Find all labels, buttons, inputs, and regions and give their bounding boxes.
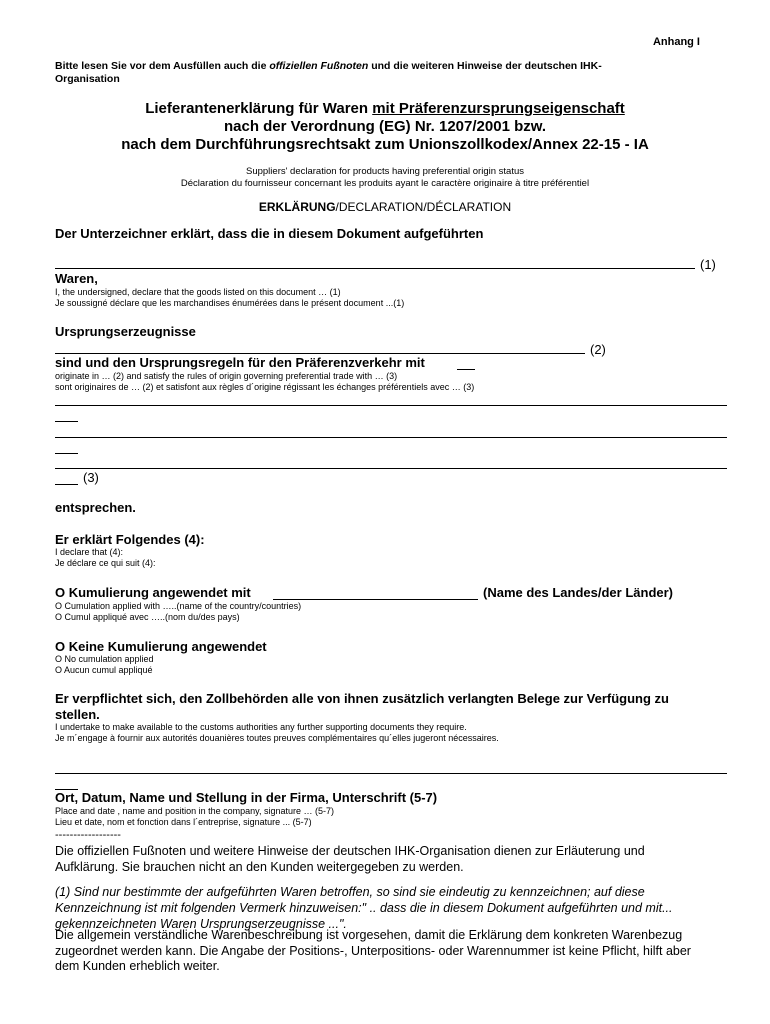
cum-country-line[interactable]	[273, 599, 478, 600]
undertake-l2: stellen.	[55, 707, 100, 722]
notes-p3-l3: dem Kunden erheblich weiter.	[55, 959, 220, 973]
countries-line-2b[interactable]	[55, 453, 78, 454]
s2-heading: Ursprungserzeugnisse	[55, 324, 196, 339]
notes-p2-l3: gekennzeichneten Waren Ursprungserzeugnisse ...".	[55, 917, 347, 931]
title-line3: nach dem Durchführungsrechtsakt zum Unionszollkodex/Annex 22-15 - IA	[121, 136, 649, 153]
s1-fr: Je soussigné déclare que les marchandises énumérées dans le présent document ...(1)	[55, 298, 405, 308]
notes-p1-l1: Die offiziellen Fußnoten und weitere Hinweise der deutschen IHK-Organisation dienen zur Erläuterung und	[55, 844, 645, 858]
s4-en: I declare that (4):	[55, 547, 124, 557]
nocum-en: O No cumulation applied	[55, 654, 154, 664]
notes-p3-l2: zugeordnet werden kann. Die Angabe der Positions-, Unterpositions- oder Warennummer ist keine Pflicht, hilft aber	[55, 944, 691, 958]
sign-fr: Lieu et date, nom et fonction dans l´entreprise, signature ... (5-7)	[55, 817, 312, 827]
intro-text-italic: offiziellen Fußnoten	[269, 60, 369, 72]
s2-en: originate in … (2) and satisfy the rules of origin governing preferential trade with … (3)	[55, 371, 398, 381]
intro-line1	[55, 60, 602, 72]
origin-line[interactable]	[55, 353, 585, 354]
s3-conform: entsprechen.	[55, 500, 136, 515]
title-text-a: Lieferantenerklärung für Waren	[145, 100, 373, 117]
countries-line-1b[interactable]	[55, 421, 78, 422]
declaration-heading	[0, 200, 770, 214]
notes-p2-l2: Kennzeichnung ist mit folgenden Vermerk hinzuweisen:" .. dass die in diesem Dokument aufgeführten und mit...	[55, 901, 673, 915]
cum-label[interactable]	[55, 585, 251, 600]
s1-goods: Waren,	[55, 271, 98, 286]
nocum-label[interactable]	[55, 639, 267, 654]
s3-footnote-num: (3)	[83, 470, 99, 485]
cum-en: O Cumulation applied with …..(name of the country/countries)	[55, 601, 302, 611]
undertake-en: I undertake to make available to the customs authorities any further supporting documents they require.	[55, 722, 467, 732]
sign-dashes: ------------------	[55, 829, 121, 841]
title-text-b: mit Präferenzursprungseigenschaft	[372, 100, 625, 117]
notes-p2-l1-text: (1) Sind nur bestimmte der aufgeführten Waren betroffen, so sind sie eindeutig zu kennzeichnen; auf diese	[55, 885, 645, 899]
subtitle-en: Suppliers' declaration for products having preferential origin status	[246, 166, 524, 177]
s1-footnote-num: (1)	[700, 257, 716, 272]
countries-line-3b[interactable]	[55, 484, 78, 485]
undertake-fr: Je m´engage à fournir aux autorités douanières toutes preuves complémentaires qu´elles jugeront nécessaires.	[55, 733, 499, 743]
intro-text-a: Bitte lesen Sie vor dem Ausfüllen auch die	[55, 60, 270, 72]
subtitle-fr: Déclaration du fournisseur concernant les produits ayant le caractère originaire à titre préférentiel	[180, 178, 590, 189]
s2-fr: sont originaires de … (2) et satisfont aux règles d´origine régissant les échanges préférentiels avec … (3)	[55, 382, 475, 392]
countries-line-1[interactable]	[55, 405, 727, 406]
signature-line[interactable]	[55, 773, 727, 774]
declaration-bold: ERKLÄRUNG	[258, 200, 336, 214]
s2-footnote-num: (2)	[590, 342, 606, 357]
sign-heading: Ort, Datum, Name und Stellung in der Firma, Unterschrift (5-7)	[55, 790, 438, 805]
notes-p1-l2: Aufklärung. Sie brauchen nicht an den Kunden weitergegeben zu werden.	[55, 860, 464, 874]
nocum-label-text: O Keine Kumulierung angewendet	[55, 639, 267, 654]
countries-line-2[interactable]	[55, 437, 727, 438]
intro-line2: Organisation	[55, 73, 120, 85]
s1-heading: Der Unterzeichner erklärt, dass die in diesem Dokument aufgeführten	[55, 226, 484, 241]
intro-text-b: und die weiteren Hinweise der deutschen IHK-	[368, 60, 602, 72]
title-line2: nach der Verordnung (EG) Nr. 1207/2001 bzw.	[223, 118, 547, 135]
declaration-rest: /DECLARATION/DÉCLARATION	[335, 200, 512, 214]
s2-rules: sind und den Ursprungsregeln für den Präferenzverkehr mit	[55, 355, 425, 370]
sign-en: Place and date , name and position in the company, signature … (5-7)	[55, 806, 334, 816]
nocum-fr: O Aucun cumul appliqué	[55, 665, 153, 675]
annex-label: Anhang I	[652, 36, 700, 48]
cum-suffix: (Name des Landes/der Länder)	[483, 585, 673, 600]
s4-heading: Er erklärt Folgendes (4):	[55, 532, 205, 547]
goods-line[interactable]	[55, 268, 695, 269]
cum-fr: O Cumul appliqué avec …..(nom du/des pays)	[55, 612, 240, 622]
rules-short-line[interactable]	[457, 369, 475, 370]
countries-line-3[interactable]	[55, 468, 727, 469]
title-line1	[0, 100, 770, 117]
cum-label-text: O Kumulierung angewendet mit	[55, 585, 251, 600]
s4-fr: Je déclare ce qui suit (4):	[55, 558, 156, 568]
undertake-l1: Er verpflichtet sich, den Zollbehörden alle von ihnen zusätzlich verlangten Belege zur Verfügung zu	[55, 691, 669, 706]
notes-p3-l1: Die allgemein verständliche Warenbeschreibung ist vorgesehen, damit die Erklärung dem konkreten Warenbezug	[55, 928, 683, 942]
s1-en: I, the undersigned, declare that the goods listed on this document … (1)	[55, 287, 341, 297]
